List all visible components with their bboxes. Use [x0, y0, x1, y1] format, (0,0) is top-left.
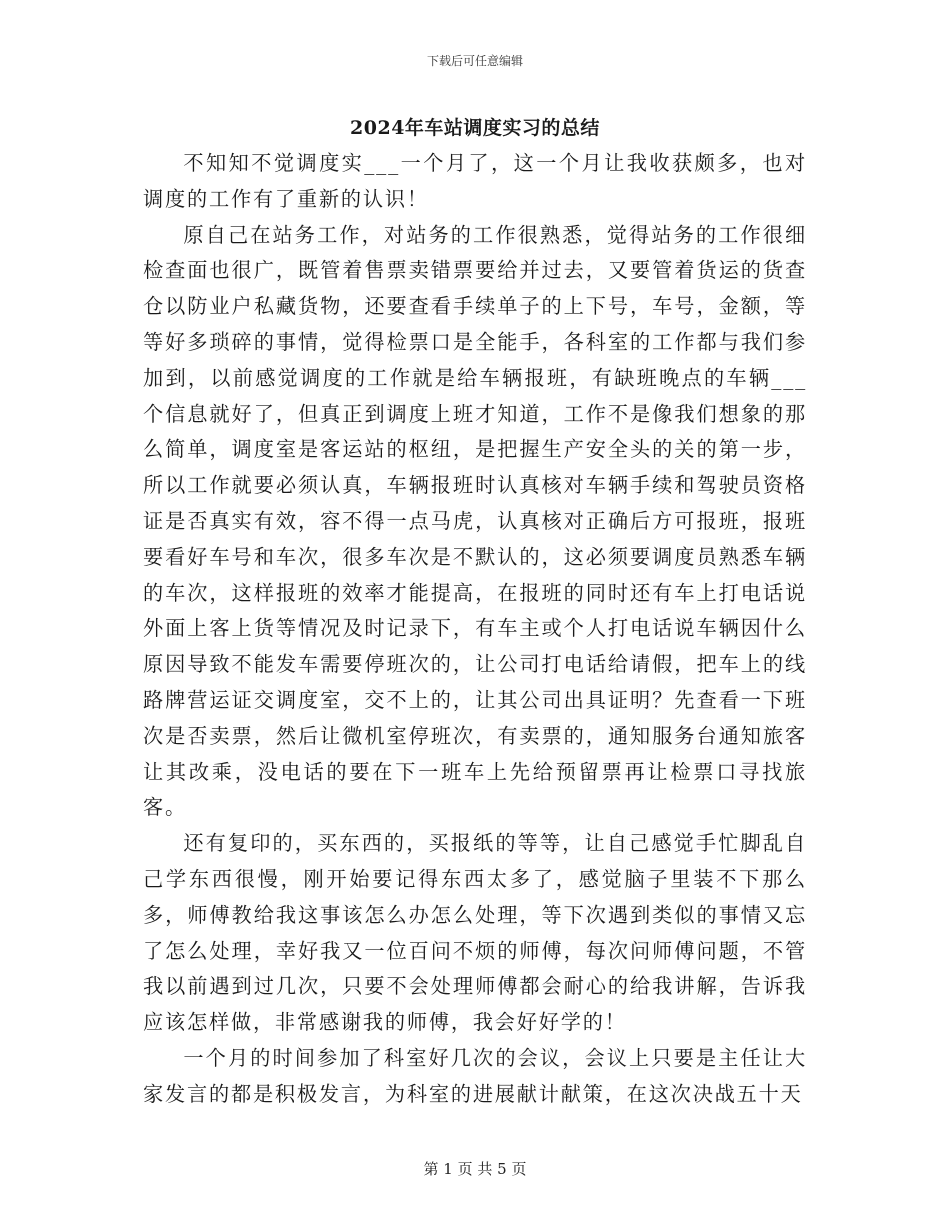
- paragraph: 一个月的时间参加了科室好几次的会议，会议上只要是主任让大家发言的都是积极发言，为科室的进展献计献策，在这次决战五十天: [143, 1045, 807, 1106]
- paragraph: 原自己在站务工作，对站务的工作很熟悉，觉得站务的工作很细检查面也很广，既管着售票卖错票要给并过去，又要管着货运的货查仓以防业户私藏货物，还要查看手续单子的上下号，车号，金额，等等好多琐碎的事情，觉得检票口是全能手，各科室的工作都与我们参加到，以前感觉调度的工作就是给车辆报班，有缺班晚点的车辆___个信息就好了，但真正到调度上班才知道，工作不是像我们想象的那么简单，调度室是客运站的枢纽，是把握生产安全头的关的第一步，所以工作就要必须认真，车辆报班时认真核对车辆手续和驾驶员资格证是否真实有效，容不得一点马虎，认真核对正确后方可报班，报班要看好车号和车次，很多车次是不默认的，这必须要调度员熟悉车辆的车次，这样报班的效率才能提高，在报班的同时还有车上打电话说外面上客上货等情况及时记录下，有车主或个人打电话说车辆因什么原因导致不能发车需要停班次的，让公司打电话给请假，把车上的线路牌营运证交调度室，交不上的，让其公司出具证明？先查看一下班次是否卖票，然后让微机室停班次，有卖票的，通知服务台通知旅客让其改乘，没电话的要在下一班车上先给预留票再让检票口寻找旅客。: [143, 222, 807, 820]
- paragraph: 还有复印的，买东西的，买报纸的等等，让自己感觉手忙脚乱自己学东西很慢，刚开始要记得东西太多了，感觉脑子里装不下那么多，师傅教给我这事该怎么办怎么处理，等下次遇到类似的事情又忘了怎么处理，幸好我又一位百问不烦的师傅，每次问师傅问题，不管我以前遇到过几次，只要不会处理师傅都会耐心的给我讲解，告诉我应该怎样做，非常感谢我的师傅，我会好好学的！: [143, 831, 807, 1035]
- document-title: 2024年车站调度实习的总结: [350, 117, 600, 139]
- header-note: 下载后可任意编辑: [426, 54, 523, 68]
- paragraph: 不知知不觉调度实___一个月了，这一个月让我收获颇多，也对调度的工作有了重新的认识！: [143, 151, 807, 211]
- document-body: [143, 146, 807, 1113]
- page-number-footer: 第 1 页 共 5 页: [423, 1160, 527, 1178]
